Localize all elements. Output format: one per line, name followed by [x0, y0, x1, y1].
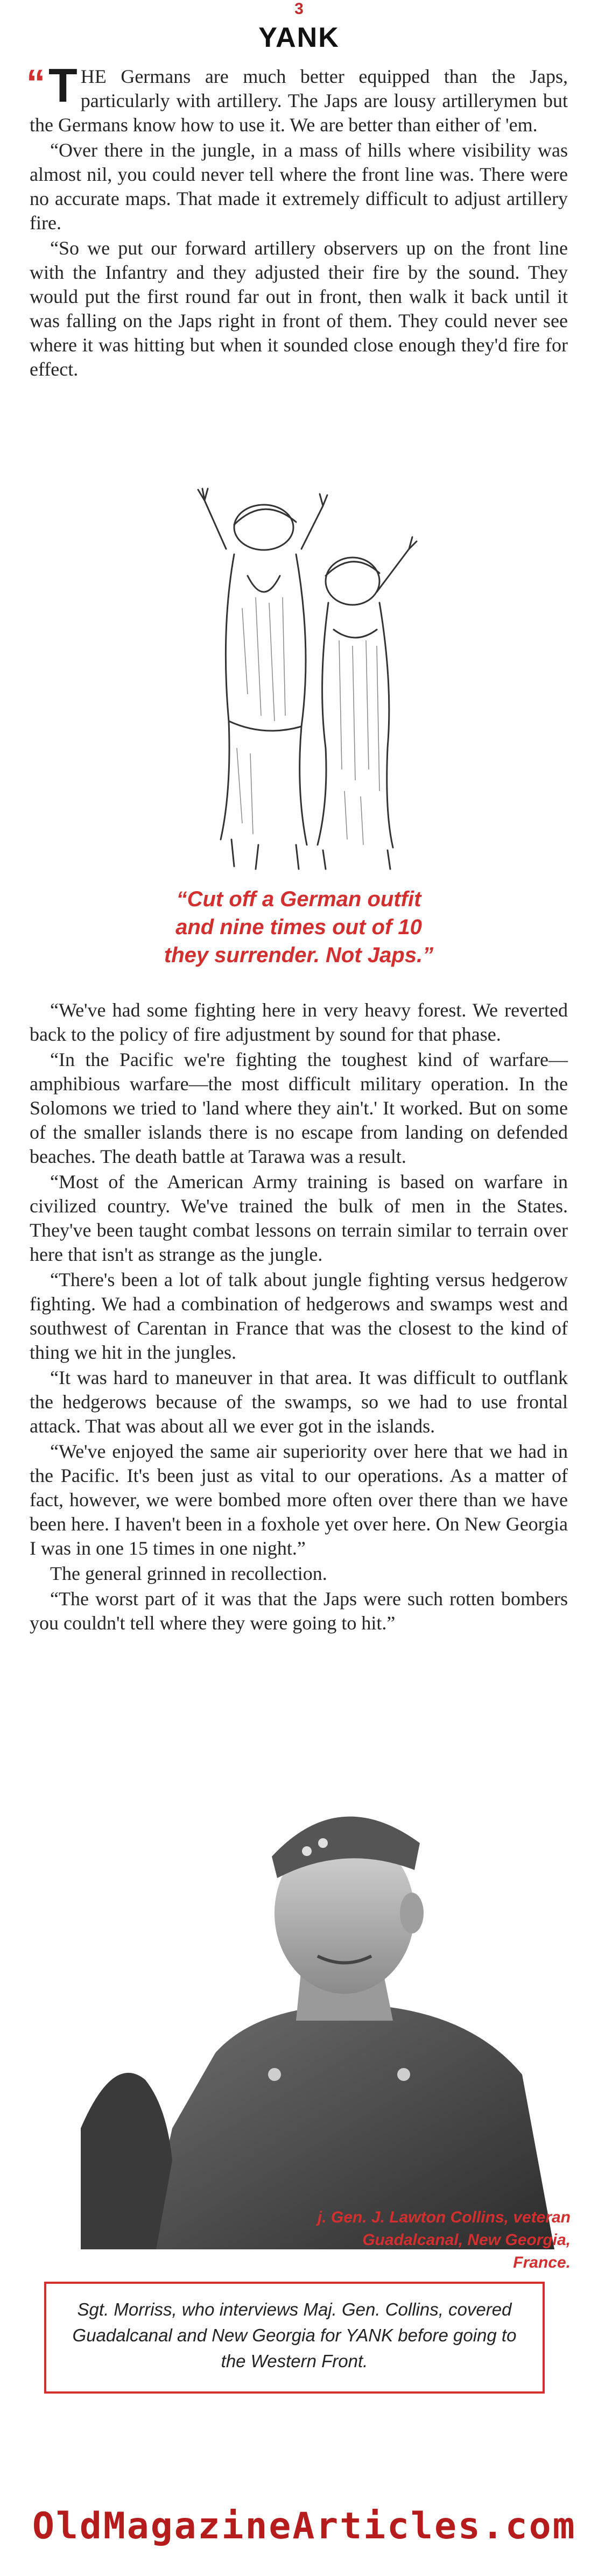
paragraph: “There's been a lot of talk about jungle fighting versus hedgerow fighting. We had a combination of hedgerows and swamps west and southwest of Carentan in France that was the closest to the kind of thing we hit in the jungles. — [30, 1269, 568, 1363]
page-number: 3 — [294, 0, 304, 18]
illustration-caption — [97, 885, 501, 969]
paragraph: “We've enjoyed the same air superiority over here that we had in the Pacific. It's been just as vital to our operations. As a matter of fact, however, we were bombed more often over there than we have been here. I haven't been in a foxhole yet over here. On New Georgia I was in one 15 times in one night.” — [30, 1441, 568, 1559]
paragraph: “Over there in the jungle, in a mass of hills where visibility was almost nil, you could never tell where the front line was. There were no accurate maps. That made it extremely difficult to adjust artillery fire. — [30, 139, 568, 234]
paragraph: The general grinned in recollection. — [50, 1563, 327, 1584]
caption-line: “Cut off a German outfit — [176, 887, 421, 911]
paragraph: “The worst part of it was that the Japs were such rotten bombers you couldn't tell where they were going to hit.” — [30, 1588, 568, 1634]
surrender-illustration — [140, 468, 452, 877]
drop-cap: T — [48, 59, 78, 112]
paragraph: “In the Pacific we're fighting the toughest kind of warfare—amphibious warfare—the most difficult military operation. In the Solomons we tried to 'land where they ain't.' It worked. But on some of the smaller islands there is no escape from landing on defended beaches. The death battle at Tarawa was a result. — [30, 1049, 568, 1167]
paragraph: “It was hard to maneuver in that area. It was difficult to outflank the hedgerows because of the swamps, so we had to use frontal attack. That was about all we ever got in the islands. — [30, 1367, 568, 1437]
caption-line: and nine times out of 10 — [175, 915, 422, 939]
site-banner[interactable]: OldMagazineArticles.com — [32, 2505, 576, 2547]
author-note-box: Sgt. Morriss, who interviews Maj. Gen. Collins, covered Guadalcanal and New Georgia for YANK before going to the Western Front. — [44, 2282, 545, 2394]
paragraph: “Most of the American Army training is based on warfare in civilized country. We've trained the bulk of men in the States. They've been taught combat lessons on terrain similar to terrain over here that isn't as strange as the jungle. — [30, 1171, 568, 1265]
general-portrait-image — [81, 1752, 554, 2249]
photo-caption-line: Guadalcanal, New Georgia, France. — [362, 2231, 571, 2271]
photo-caption — [301, 2206, 571, 2274]
opening-paragraph — [26, 59, 568, 137]
opening-paragraph-text: HE Germans are much better equipped than the Japs, particularly with artillery. The Japs are lousy artillerymen but the Germans know how to use it. We are better than either of 'em. — [30, 66, 568, 136]
soldiers-sketch-image — [140, 468, 452, 877]
caption-line: they surrender. Not Japs.” — [164, 943, 434, 967]
article-body-top — [26, 59, 568, 383]
article-body-bottom — [30, 998, 568, 1636]
paragraph: “We've had some fighting here in very heavy forest. We reverted back to the policy of fire adjustment by sound for that phase. — [30, 999, 568, 1045]
opening-quote-mark: “ — [26, 62, 45, 104]
paragraph: “So we put our forward artillery observers up on the front line with the Infantry and they adjusted their fire by the sound. They would put the first round far out in front, then walk it back until it was falling on the Japs right in front of them. They could never see where it was hitting but when it sounded close enough they'd fire for effect. — [30, 237, 568, 380]
masthead: YANK — [258, 22, 340, 53]
photo-caption-line: j. Gen. J. Lawton Collins, veteran — [317, 2208, 571, 2226]
general-collins-photo — [81, 1752, 554, 2249]
